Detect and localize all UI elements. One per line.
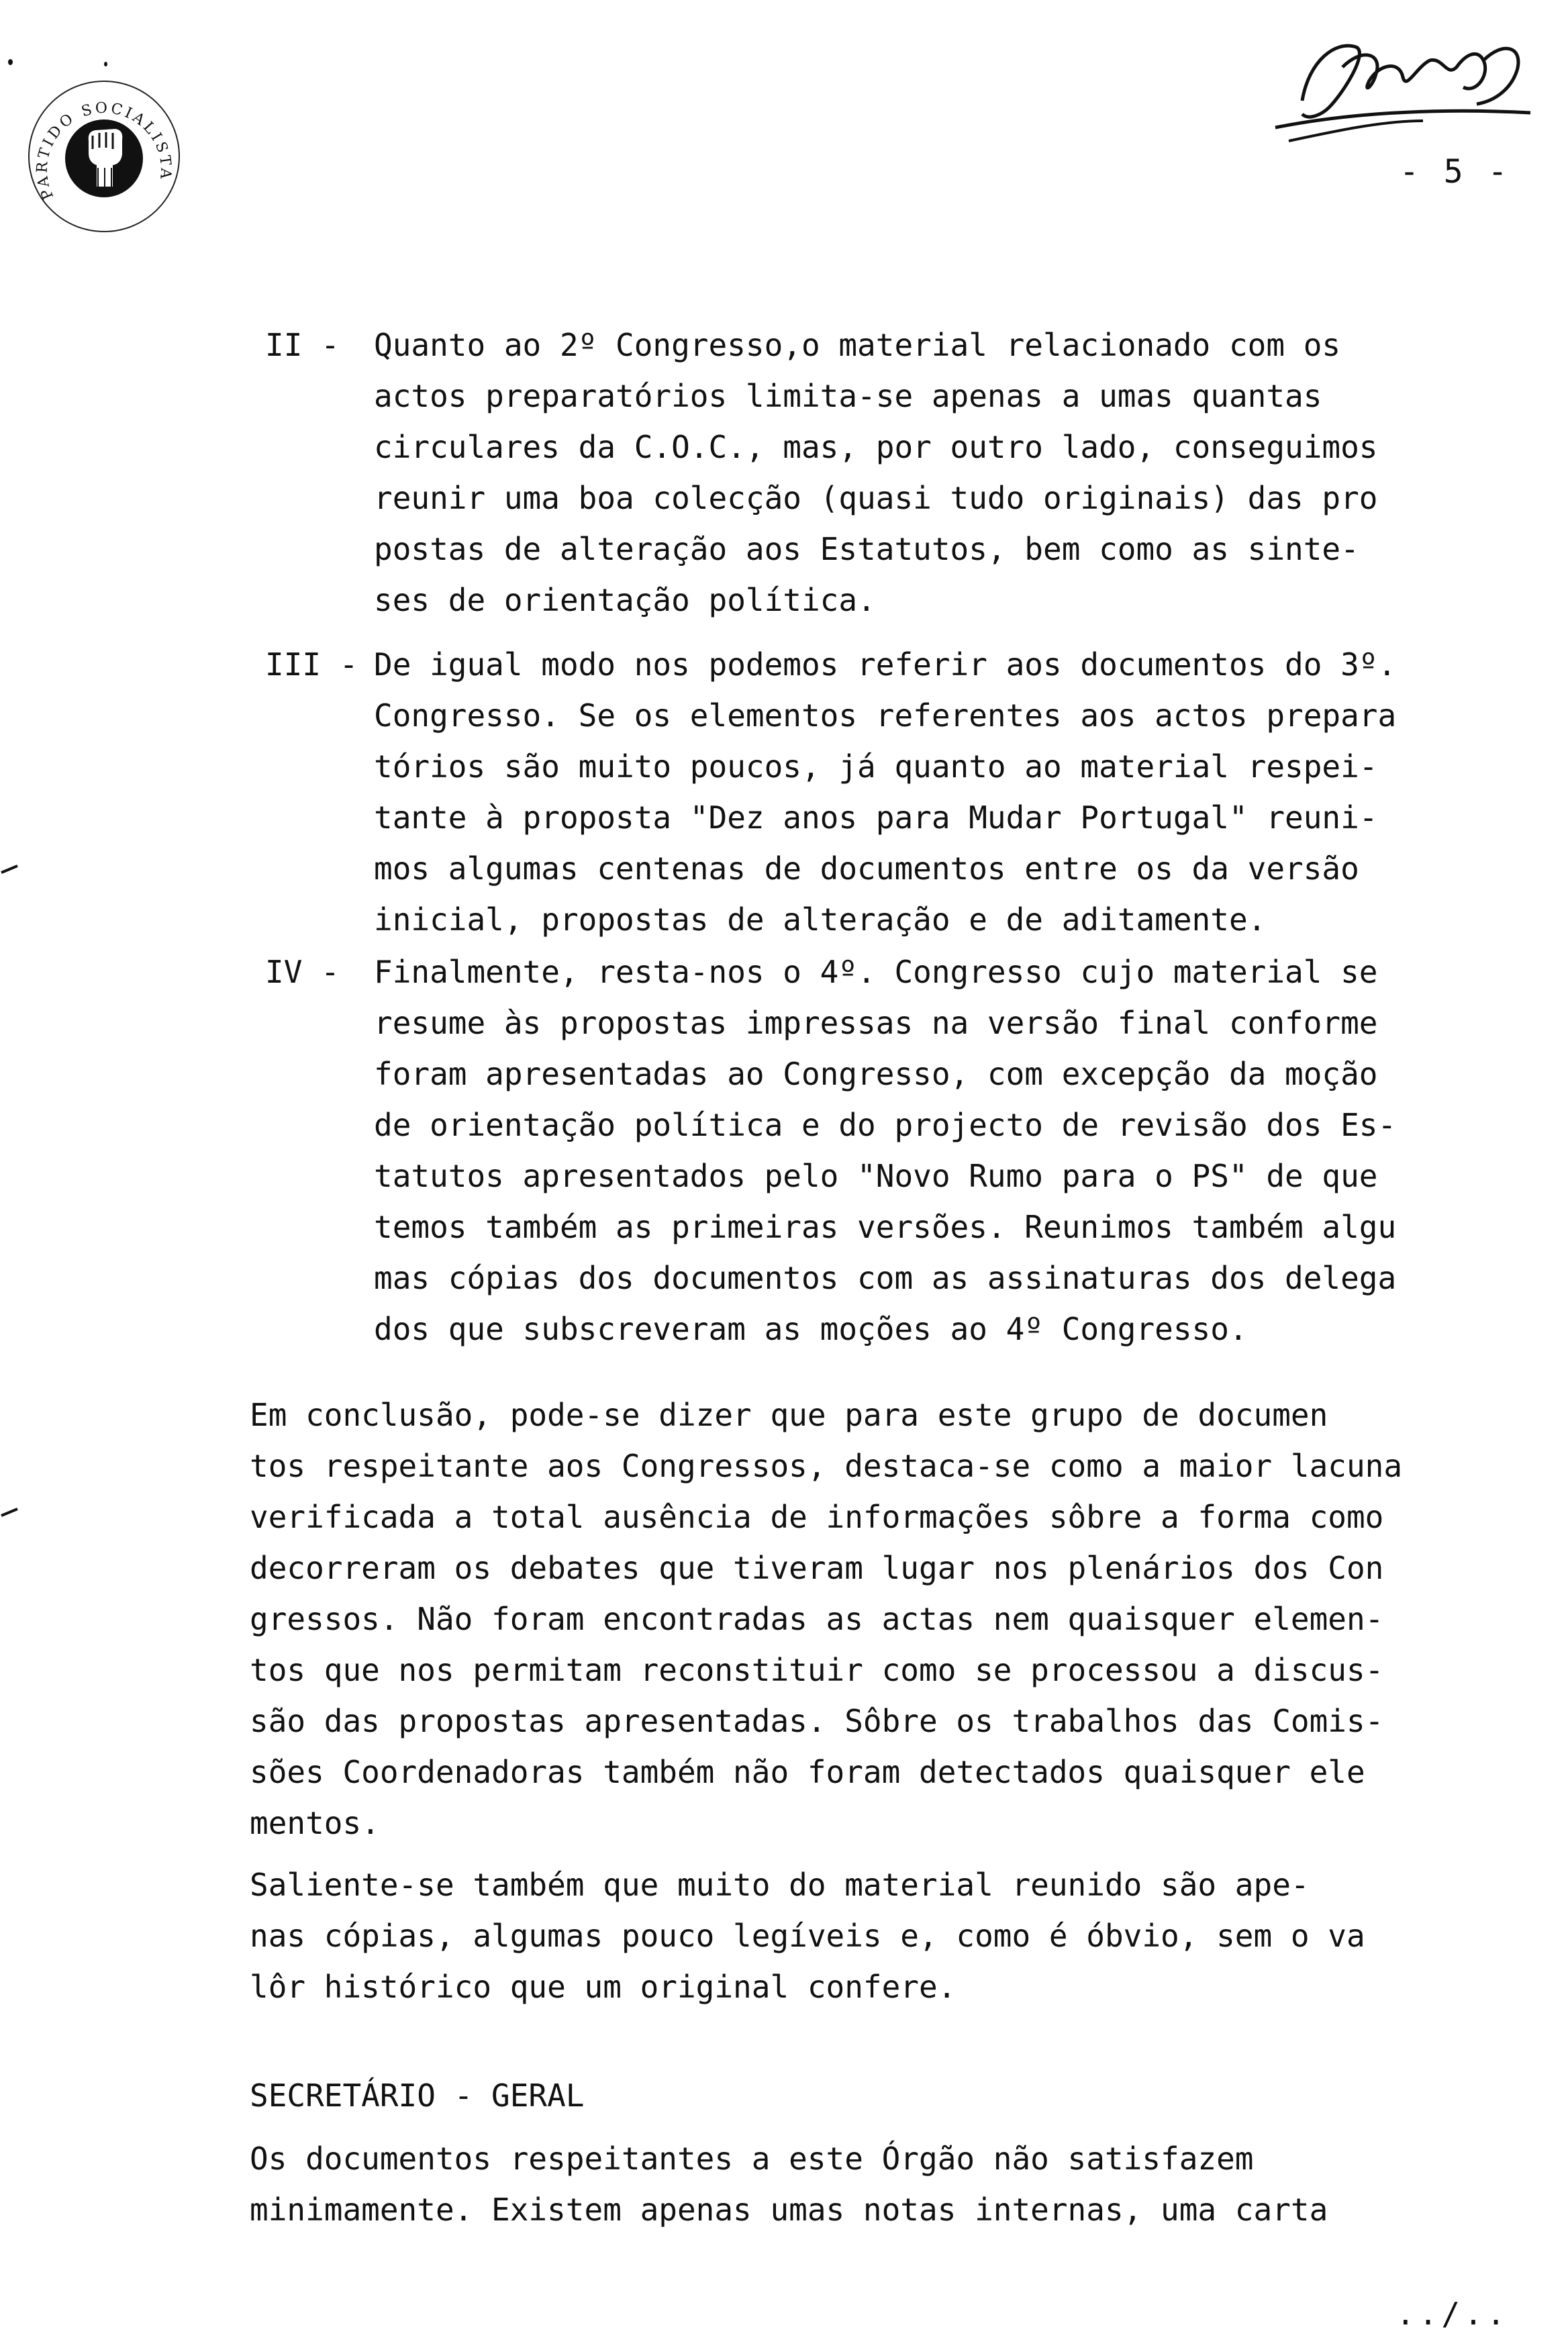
- scan-speck: [8, 59, 13, 65]
- continuation-mark: ../..: [1396, 2296, 1510, 2332]
- item-numeral: III -: [265, 646, 358, 683]
- list-item-iii: [265, 639, 1520, 954]
- list-item-iv: [265, 946, 1520, 1363]
- party-logo: [27, 79, 181, 234]
- conclusion-paragraph: Em conclusão, pode-se dizer que para este grupo de documen tos respeitante aos Congressos, destaca-se como a maior lacuna verificada a total ausência de informações sôbre a forma como decorreram os debates que tiveram lugar nos plenários dos Con gressos. Não foram encontradas as actas nem quaisquer elemen- tos que nos permitam reconstituir como se processou a discus- são das propostas apresentadas. Sôbre os trabalhos das Comis- sões Coordenadoras também não foram detectados quaisquer ele mentos.: [250, 1397, 1403, 1841]
- section-heading: SECRETÁRIO - GERAL: [250, 2077, 585, 2114]
- section-paragraph: Os documentos respeitantes a este Órgão não satisfazem minimamente. Existem apenas umas notas internas, uma carta: [250, 2141, 1328, 2228]
- logo-text: PARTIDO SOCIALISTA: [34, 99, 175, 202]
- note-paragraph: Saliente-se também que muito do material reunido são ape- nas cópias, algumas pouco legíveis e, como é óbvio, sem o va lôr histórico que um original confere.: [250, 1867, 1365, 2005]
- item-text: De igual modo nos podemos referir aos documentos do 3º. Congresso. Se os elementos referentes aos actos prepara tórios são muito poucos, já quanto ao material respei- tante à proposta "Dez anos para Mudar Portugal" reuni- mos algumas centenas de documentos entre os da versão inicial, propostas de alteração e de aditamente.: [374, 646, 1397, 938]
- item-text: Quanto ao 2º Congresso,o material relacionado com os actos preparatórios limita-se apenas a umas quantas circulares da C.O.C., mas, por outro lado, conseguimos reunir uma boa colecção (quasi tudo originais) das pro postas de alteração aos Estatutos, bem como as sinte- ses de orientação política.: [374, 327, 1378, 618]
- handwritten-signature: [1262, 20, 1544, 154]
- margin-tick-mark: [0, 1508, 19, 1517]
- page-number: - 5 -: [1400, 153, 1510, 191]
- item-numeral: IV -: [265, 954, 340, 990]
- margin-tick-mark: [0, 865, 19, 874]
- list-item-ii: [265, 320, 1520, 635]
- item-numeral: II -: [265, 327, 340, 363]
- scan-speck: [104, 62, 107, 66]
- item-text: Finalmente, resta-nos o 4º. Congresso cujo material se resume às propostas impressas na versão final conforme foram apresentadas ao Congresso, com excepção da moção de orientação política e do projecto de revisão dos Es- tatutos apresentados pelo "Novo Rumo para o PS" de que temos também as primeiras versões. Reunimos também algu mas cópias dos documentos com as assinaturas dos delega dos que subscreveram as moções ao 4º Congresso.: [374, 954, 1397, 1347]
